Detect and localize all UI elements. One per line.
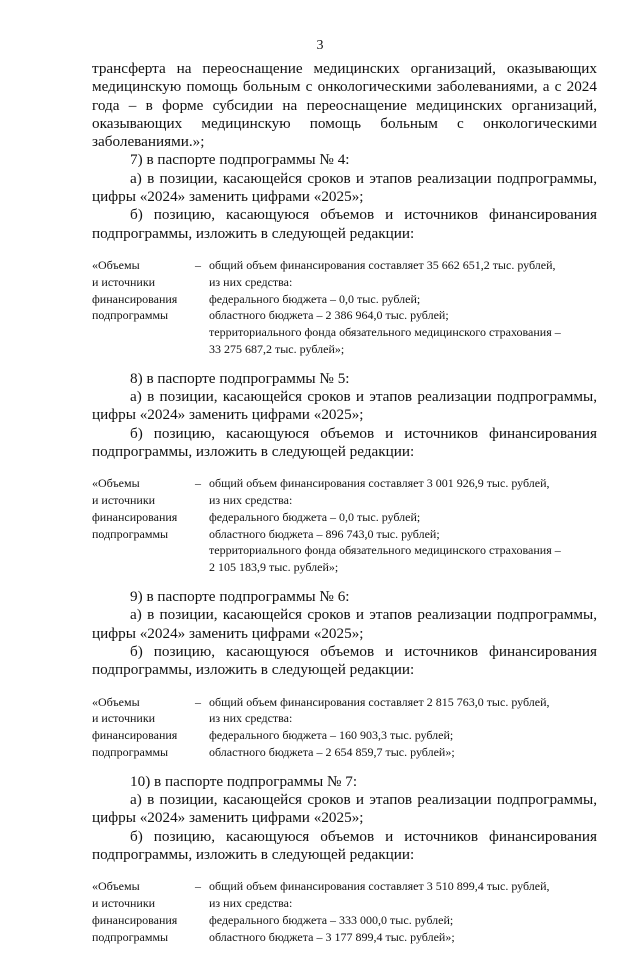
label-line: финансирования: [92, 728, 178, 743]
funding-dash: –: [195, 879, 201, 894]
value-line: из них средства:: [209, 274, 293, 289]
section-heading: 9) в паспорте подпрограммы № 6:: [130, 588, 350, 606]
item-a-paragraph: а) в позиции, касающейся сроков и этапов реализации подпрограммы, цифры «2024» заменить цифрами «2025»;: [92, 790, 597, 827]
section-passport-5: [92, 370, 597, 576]
funding-table: [92, 878, 597, 945]
item-b-paragraph: б) позицию, касающуюся объемов и источников финансирования подпрограммы, изложить в следующей редакции:: [92, 206, 597, 242]
funding-label: [92, 878, 195, 945]
label-line: и источники: [92, 493, 156, 508]
value-line: из них средства:: [209, 895, 293, 910]
label-line: «Объемы: [92, 694, 140, 709]
intro-paragraph: трансферта на переоснащение медицинских организаций, оказывающих медицинскую помощь больным с онкологическими заболеваниями, а с 2024 года – в форме субсидии на переоснащение медицинских организаций, оказывающих медицинскую помощь больным с онкологическими заболеваниями.»;: [92, 60, 597, 151]
value-line: федерального бюджета – 160 903,3 тыс. рублей;: [209, 728, 454, 743]
funding-label: [92, 475, 195, 576]
label-line: «Объемы: [92, 257, 140, 272]
label-line: и источники: [92, 711, 156, 726]
value-line: областного бюджета – 896 743,0 тыс. рублей;: [209, 526, 440, 541]
label-line: подпрограммы: [92, 308, 169, 323]
section-passport-4: [92, 151, 597, 357]
document-body: [92, 60, 597, 957]
section-heading: 7) в паспорте подпрограммы № 4:: [130, 151, 350, 169]
funding-dash: –: [195, 257, 201, 272]
value-line: областного бюджета – 2 654 859,7 тыс. рублей»;: [209, 744, 455, 759]
funding-dash: –: [195, 476, 201, 491]
value-line: федерального бюджета – 0,0 тыс. рублей;: [209, 291, 421, 306]
label-line: финансирования: [92, 912, 178, 927]
label-line: финансирования: [92, 509, 178, 524]
value-line: областного бюджета – 3 177 899,4 тыс. рублей»;: [209, 929, 455, 944]
section-passport-7: [92, 773, 597, 946]
value-line: общий объем финансирования составляет 3 510 899,4 тыс. рублей,: [209, 879, 550, 894]
value-line: 33 275 687,2 тыс. рублей»;: [209, 341, 345, 356]
label-line: подпрограммы: [92, 744, 169, 759]
label-line: «Объемы: [92, 879, 140, 894]
label-line: финансирования: [92, 291, 178, 306]
item-a-paragraph: а) в позиции, касающейся сроков и этапов реализации подпрограммы, цифры «2024» заменить цифрами «2025»;: [92, 606, 597, 642]
funding-table: [92, 694, 597, 761]
page-number: 3: [316, 38, 324, 53]
funding-table: [92, 475, 597, 576]
value-line: территориального фонда обязательного медицинского страхования –: [209, 325, 561, 340]
value-line: общий объем финансирования составляет 2 815 763,0 тыс. рублей,: [209, 694, 550, 709]
funding-value: [209, 878, 597, 945]
label-line: «Объемы: [92, 476, 140, 491]
value-line: из них средства:: [209, 711, 293, 726]
section-passport-6: [92, 588, 597, 761]
item-b-paragraph: б) позицию, касающуюся объемов и источников финансирования подпрограммы, изложить в следующей редакции:: [92, 827, 597, 863]
label-line: подпрограммы: [92, 526, 169, 541]
value-line: областного бюджета – 2 386 964,0 тыс. рублей;: [209, 308, 449, 323]
section-heading: 10) в паспорте подпрограммы № 7:: [130, 772, 358, 790]
value-line: общий объем финансирования составляет 3 001 926,9 тыс. рублей,: [209, 476, 550, 491]
funding-value: [209, 257, 597, 358]
item-a-paragraph: а) в позиции, касающейся сроков и этапов реализации подпрограммы, цифры «2024» заменить цифрами «2025»;: [92, 388, 597, 424]
item-b-paragraph: б) позицию, касающуюся объемов и источников финансирования подпрограммы, изложить в следующей редакции:: [92, 642, 597, 679]
funding-label: [92, 257, 195, 358]
section-heading: 8) в паспорте подпрограммы № 5:: [130, 369, 350, 387]
funding-dash: –: [195, 694, 201, 709]
value-line: из них средства:: [209, 493, 293, 508]
funding-value: [209, 475, 597, 576]
value-line: федерального бюджета – 0,0 тыс. рублей;: [209, 509, 421, 524]
funding-value: [209, 694, 597, 761]
value-line: общий объем финансирования составляет 35 662 651,2 тыс. рублей,: [209, 257, 556, 272]
funding-table: [92, 257, 597, 358]
item-b-paragraph: б) позицию, касающуюся объемов и источников финансирования подпрограммы, изложить в следующей редакции:: [92, 424, 597, 460]
value-line: территориального фонда обязательного медицинского страхования –: [209, 543, 561, 558]
funding-label: [92, 694, 195, 761]
value-line: 2 105 183,9 тыс. рублей»;: [209, 560, 339, 575]
label-line: и источники: [92, 895, 156, 910]
value-line: федерального бюджета – 333 000,0 тыс. рублей;: [209, 912, 454, 927]
item-a-paragraph: а) в позиции, касающейся сроков и этапов реализации подпрограммы, цифры «2024» заменить цифрами «2025»;: [92, 169, 597, 206]
label-line: подпрограммы: [92, 929, 169, 944]
label-line: и источники: [92, 274, 156, 289]
